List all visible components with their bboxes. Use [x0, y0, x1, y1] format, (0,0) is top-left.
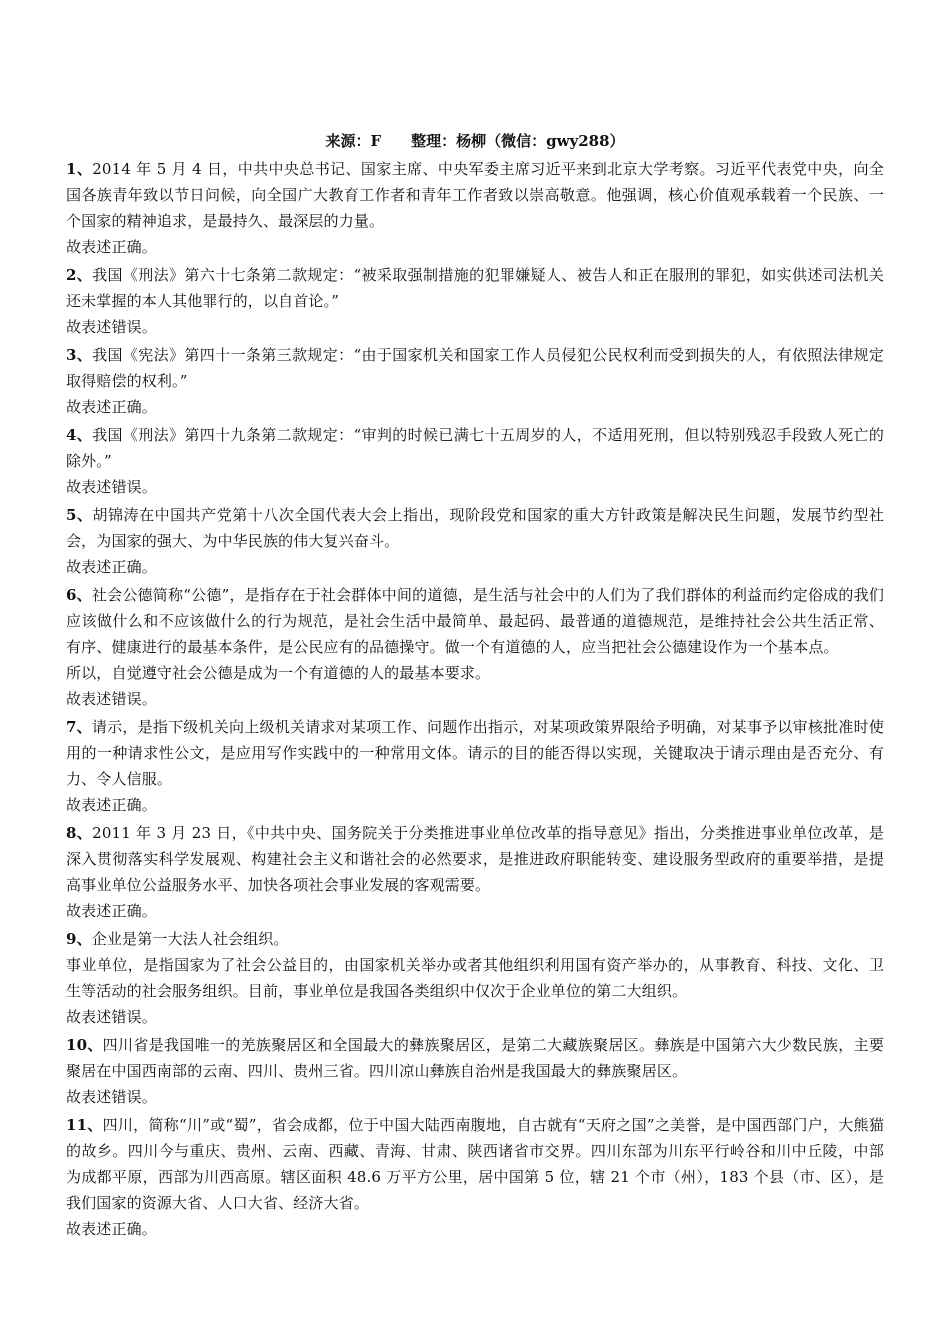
- verdict-line: 故表述正确。: [66, 238, 157, 256]
- paragraph-text: 四川，简称“川”或“蜀”，省会成都，位于中国大陆西南腹地，自古就有“天府之国”之美誉，是中国西部门户，大熊猫的故乡。四川今与重庆、贵州、云南、西藏、青海、甘肃、陕西诸省市交界。四川东部为川东平行岭谷和川中丘陵，中部为成都平原，西部为川西高原。辖区面积 48.6 万平方公里，居中国第 5 位，辖 21 个市（州），183 个县（市、区），是我们国家的资源大省、人口大省、经济大省。: [66, 1116, 884, 1212]
- verdict-line: 故表述正确。: [66, 398, 157, 416]
- paragraph-text: 请示，是指下级机关向上级机关请求对某项工作、问题作出指示，对某项政策界限给予明确，对某事予以审核批准时使用的一种请求性公文，是应用写作实践中的一种常用文体。请示的目的能否得以实现，关键取决于请示理由是否充分、有力、令人信服。: [66, 718, 884, 788]
- question-number: 8、: [66, 824, 93, 842]
- paragraph-text: 四川省是我国唯一的羌族聚居区和全国最大的彝族聚居区，是第二大藏族聚居区。彝族是中国第六大少数民族，主要聚居在中国西南部的云南、四川、贵州三省。四川凉山彝族自治州是我国最大的彝族聚居区。: [66, 1036, 884, 1080]
- question-list: [66, 156, 884, 1242]
- question-text: [66, 714, 884, 792]
- verdict-line: 故表述错误。: [66, 318, 157, 336]
- question-text: [66, 342, 884, 394]
- source-label: 来源：F: [325, 132, 382, 150]
- paragraph-text: 我国《刑法》第四十九条第二款规定：“审判的时候已满七十五周岁的人，不适用死刑，但以特别残忍手段致人死亡的除外。”: [66, 426, 884, 470]
- paragraph-text: 2011 年 3 月 23 日，《中共中央、国务院关于分类推进事业单位改革的指导意见》指出，分类推进事业单位改革，是深入贯彻落实科学发展观、构建社会主义和谐社会的必然要求，是推进政府职能转变、建设服务型政府的重要举措，是提高事业单位公益服务水平、加快各项社会事业发展的客观需要。: [66, 824, 884, 894]
- question-text: [66, 262, 884, 314]
- question-text: [66, 156, 884, 234]
- verdict-line: 故表述错误。: [66, 1008, 157, 1026]
- verdict-line: 故表述正确。: [66, 902, 157, 920]
- question-number: 5、: [66, 506, 93, 524]
- verdict-line: 故表述正确。: [66, 1220, 157, 1238]
- verdict-line: 故表述正确。: [66, 558, 157, 576]
- verdict-line: 故表述错误。: [66, 478, 157, 496]
- verdict-line: 故表述正确。: [66, 796, 157, 814]
- paragraph-text: 胡锦涛在中国共产党第十八次全国代表大会上指出，现阶段党和国家的重大方针政策是解决民生问题，发展节约型社会，为国家的强大、为中华民族的伟大复兴奋斗。: [66, 506, 884, 550]
- question-number: 3、: [66, 346, 93, 364]
- paragraph-text: 社会公德简称“公德”，是指存在于社会群体中间的道德，是生活与社会中的人们为了我们群体的利益而约定俗成的我们应该做什么和不应该做什么的行为规范，是社会生活中最简单、最起码、最普通的道德规范，是维持社会公共生活正常、有序、健康进行的最基本条件，是公民应有的品德操守。做一个有道德的人，应当把社会公德建设作为一个基本点。: [66, 586, 884, 656]
- question-number: 9、: [66, 930, 92, 948]
- question-explanation: [66, 952, 884, 1004]
- editor-label: 整理：杨柳（微信：gwy288）: [411, 132, 625, 150]
- paragraph-text: 我国《宪法》第四十一条第三款规定：“由于国家机关和国家工作人员侵犯公民权利而受到损失的人，有依照法律规定取得赔偿的权利。”: [66, 346, 884, 390]
- paragraph-text: 2014 年 5 月 4 日，中共中央总书记、国家主席、中央军委主席习近平来到北京大学考察。习近平代表党中央，向全国各族青年致以节日问候，向全国广大教育工作者和青年工作者致以崇高敬意。他强调，核心价值观承载着一个民族、一个国家的精神追求，是最持久、最深层的力量。: [66, 160, 884, 230]
- question-number: 6、: [66, 586, 92, 604]
- question-text: [66, 1112, 884, 1216]
- paragraph-text: 我国《刑法》第六十七条第二款规定：“被采取强制措施的犯罪嫌疑人、被告人和正在服刑的罪犯，如实供述司法机关还未掌握的本人其他罪行的，以自首论。”: [66, 266, 884, 310]
- question-text: [66, 926, 884, 952]
- paragraph-text: 事业单位，是指国家为了社会公益目的，由国家机关举办或者其他组织利用国有资产举办的，从事教育、科技、文化、卫生等活动的社会服务组织。目前，事业单位是我国各类组织中仅次于企业单位的第二大组织。: [66, 956, 884, 1000]
- paragraph-text: 企业是第一大法人社会组织。: [91, 930, 289, 948]
- question-number: 10、: [66, 1036, 103, 1054]
- question-number: 11、: [66, 1116, 103, 1134]
- question-number: 4、: [66, 426, 93, 444]
- document-header: [66, 128, 884, 154]
- question-text: [66, 422, 884, 474]
- question-text: [66, 820, 884, 898]
- verdict-line: 故表述错误。: [66, 1088, 157, 1106]
- verdict-line: 故表述错误。: [66, 690, 157, 708]
- question-text: [66, 1032, 884, 1084]
- question-number: 7、: [66, 718, 92, 736]
- question-number: 1、: [66, 160, 93, 178]
- question-text: [66, 582, 884, 660]
- question-text: [66, 502, 884, 554]
- question-explanation: [66, 660, 884, 686]
- paragraph-text: 所以，自觉遵守社会公德是成为一个有道德的人的最基本要求。: [66, 664, 491, 682]
- question-number: 2、: [66, 266, 93, 284]
